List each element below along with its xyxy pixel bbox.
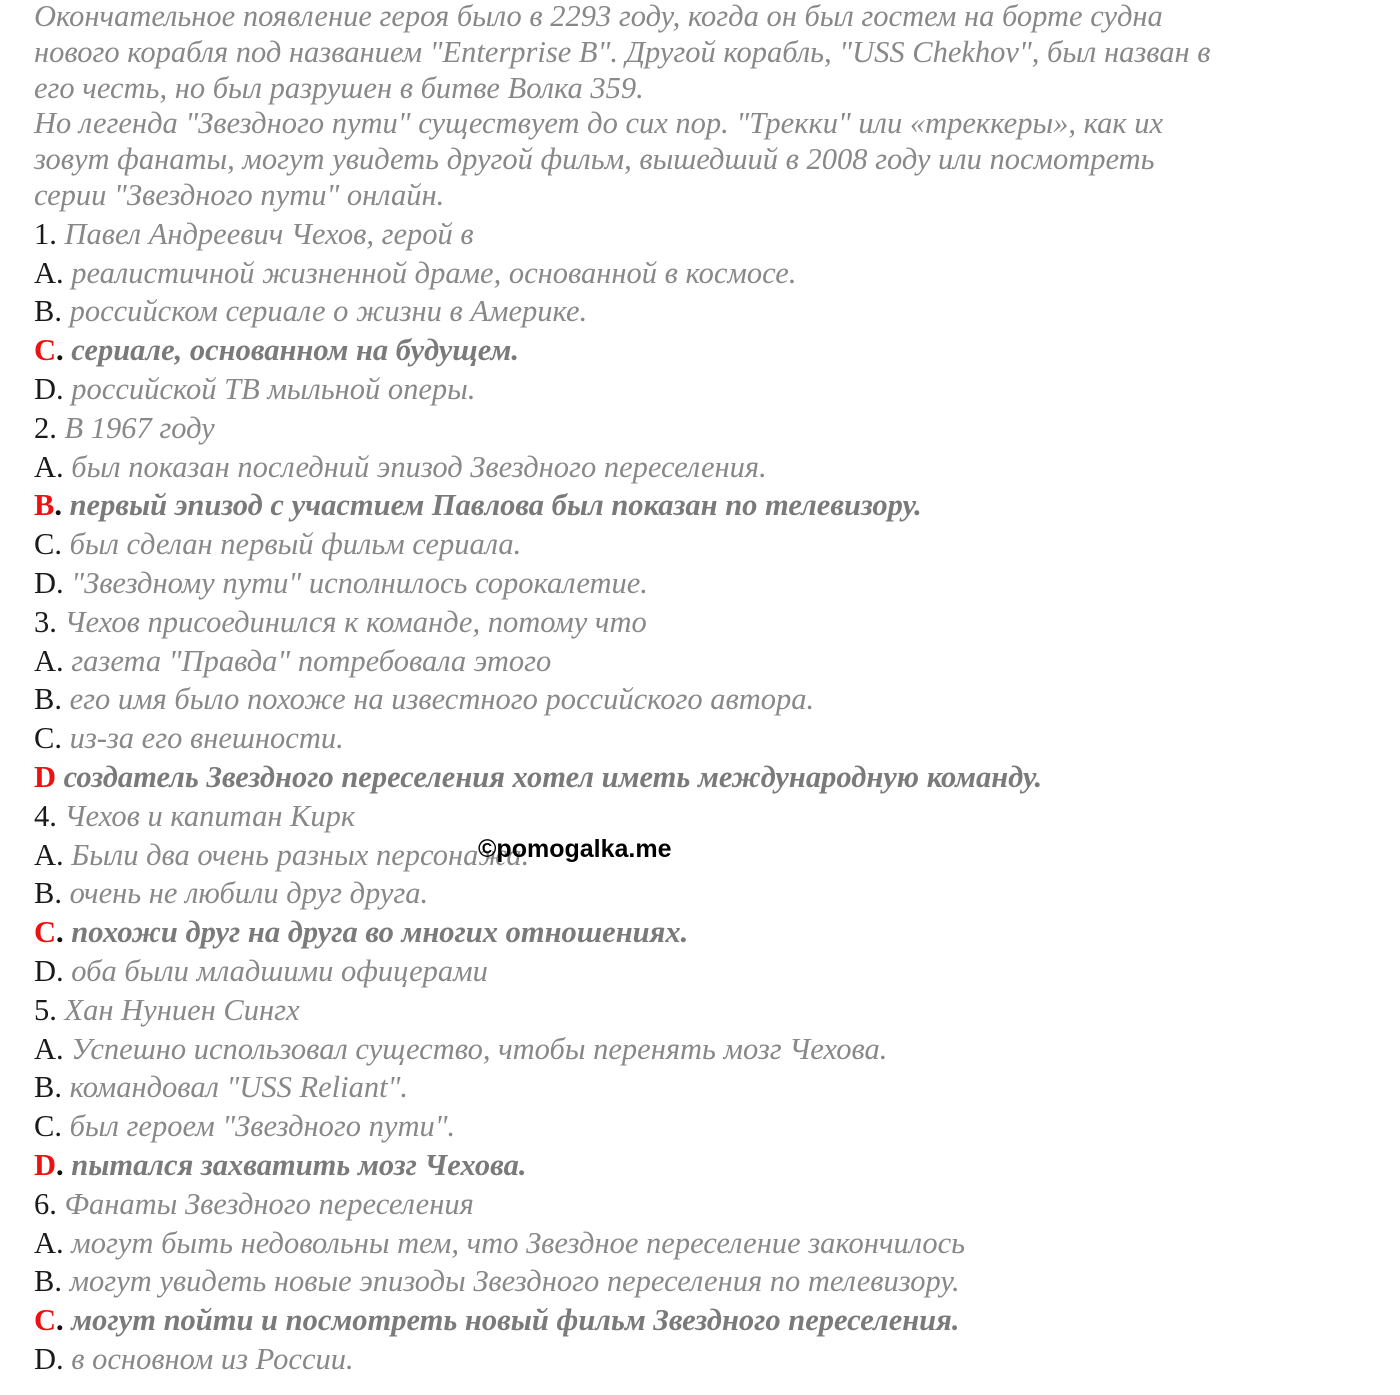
question-line — [34, 1185, 1384, 1224]
option-text: в основном из России. — [71, 1341, 354, 1376]
option-letter: A — [34, 1225, 57, 1260]
intro-paragraph — [34, 0, 1384, 215]
answer-option-correct — [34, 486, 1384, 525]
option-letter: C — [34, 333, 57, 368]
option-text: был показан последний эпизод Звездного переселения. — [71, 449, 767, 484]
option-separator: . — [56, 371, 64, 406]
option-separator: . — [56, 837, 64, 872]
answer-option — [34, 1224, 1384, 1263]
question-number: 6. — [34, 1186, 57, 1221]
option-separator: . — [56, 953, 64, 988]
option-letter: A — [34, 643, 57, 678]
option-letter: B — [34, 682, 55, 717]
intro-line: серии "Звездного пути" онлайн. — [34, 177, 445, 212]
question-number: 5. — [34, 992, 57, 1027]
answer-option — [34, 1262, 1384, 1301]
option-letter: A — [34, 837, 57, 872]
option-separator: . — [54, 1070, 62, 1105]
intro-line: Окончательное появление героя было в 2293 году, когда он был гостем на борте судна — [34, 0, 1163, 33]
option-text: "Звездному пути" исполнилось сорокалетие. — [71, 565, 648, 600]
option-letter: C — [34, 1303, 57, 1338]
answer-option — [34, 952, 1384, 991]
option-text: могут быть недовольны тем, что Звездное переселение закончилось — [71, 1225, 966, 1260]
option-letter: A — [34, 255, 57, 290]
option-text: создатель Звездного переселения хотел иметь международную команду. — [63, 759, 1043, 794]
option-text: российской ТВ мыльной оперы. — [71, 371, 476, 406]
option-separator: . — [54, 294, 62, 329]
question-text: Чехов и капитан Кирк — [64, 798, 356, 833]
option-letter: D — [34, 953, 57, 988]
option-text: был героем "Звездного пути". — [69, 1109, 456, 1144]
answer-option — [34, 836, 1384, 875]
option-separator: . — [56, 915, 64, 950]
answer-option — [34, 719, 1384, 758]
intro-line: Но легенда "Звездного пути" существует до сих пор. "Трекки" или «треккеры», как их — [34, 106, 1164, 141]
option-separator: . — [54, 1264, 62, 1299]
question-number: 2. — [34, 410, 57, 445]
option-letter: B — [34, 876, 55, 911]
option-text: могут увидеть новые эпизоды Звездного переселения по телевизору. — [69, 1264, 960, 1299]
option-text: из-за его внешности. — [69, 721, 344, 756]
option-letter: B — [34, 294, 55, 329]
intro-line: его честь, но был разрушен в битве Волка 359. — [34, 70, 644, 105]
question-line — [34, 991, 1384, 1030]
option-text: российском сериале о жизни в Америке. — [69, 294, 588, 329]
option-text: был сделан первый фильм сериала. — [69, 527, 522, 562]
option-separator: . — [56, 1147, 64, 1182]
option-letter: D — [34, 1341, 57, 1376]
option-text: пытался захватить мозг Чехова. — [71, 1147, 527, 1182]
option-letter: B — [34, 1070, 55, 1105]
answer-option — [34, 564, 1384, 603]
question-number: 1. — [34, 216, 57, 251]
option-letter: D — [34, 371, 57, 406]
option-separator: . — [54, 488, 62, 523]
option-text: оба были младшими офицерами — [71, 953, 488, 988]
answer-option — [34, 525, 1384, 564]
option-separator: . — [56, 643, 64, 678]
option-separator: . — [54, 1109, 62, 1144]
answer-option — [34, 370, 1384, 409]
question-text: Чехов присоединился к команде, потому что — [64, 604, 647, 639]
option-separator: . — [56, 1341, 64, 1376]
question-text: Хан Нуниен Сингх — [64, 992, 300, 1027]
option-letter: D — [34, 565, 57, 600]
option-separator: . — [54, 721, 62, 756]
option-text: похожи друг на друга во многих отношениях. — [71, 915, 689, 950]
option-letter: B — [34, 1264, 55, 1299]
question-line — [34, 603, 1384, 642]
answer-option — [34, 874, 1384, 913]
intro-line: зовут фанаты, могут увидеть другой фильм, вышедший в 2008 году или посмотреть — [34, 142, 1155, 177]
answer-option — [34, 680, 1384, 719]
question-text: Павел Андреевич Чехов, герой в — [64, 216, 474, 251]
answer-option-correct — [34, 758, 1384, 797]
question-number: 4. — [34, 798, 57, 833]
option-text: реалистичной жизненной драме, основанной в космосе. — [71, 255, 797, 290]
answer-option — [34, 1107, 1384, 1146]
answer-option — [34, 448, 1384, 487]
option-letter: D — [34, 1147, 57, 1182]
option-separator: . — [54, 527, 62, 562]
option-text: Были два очень разных персонажа. — [71, 837, 530, 872]
option-text: сериале, основанном на будущем. — [71, 333, 520, 368]
answer-option-correct — [34, 1301, 1384, 1340]
option-text: очень не любили друг друга. — [69, 876, 429, 911]
option-text: первый эпизод с участием Павлова был показан по телевизору. — [69, 488, 922, 523]
option-text: командовал "USS Reliant". — [69, 1070, 408, 1105]
option-letter: A — [34, 449, 57, 484]
option-separator: . — [56, 1031, 64, 1066]
intro-line: нового корабля под названием "Enterprise B". Другой корабль, "USS Chekhov", был назван в — [34, 34, 1211, 69]
option-separator: . — [56, 255, 64, 290]
answer-option — [34, 642, 1384, 681]
answer-option-correct — [34, 913, 1384, 952]
option-separator: . — [56, 565, 64, 600]
option-letter: C — [34, 1109, 55, 1144]
option-separator: . — [56, 449, 64, 484]
option-separator: . — [54, 876, 62, 911]
watermark: ©pomogalka.me — [478, 835, 672, 863]
question-list — [34, 215, 1384, 1379]
question-line — [34, 409, 1384, 448]
answer-option — [34, 1068, 1384, 1107]
option-letter: A — [34, 1031, 57, 1066]
question-line — [34, 215, 1384, 254]
option-separator: . — [54, 682, 62, 717]
question-text: В 1967 году — [64, 410, 215, 445]
question-text: Фанаты Звездного переселения — [64, 1186, 474, 1221]
option-separator: . — [56, 333, 64, 368]
option-letter: C — [34, 721, 55, 756]
option-letter: D — [34, 759, 57, 794]
option-letter: C — [34, 527, 55, 562]
option-letter: B — [34, 488, 55, 523]
option-separator: . — [56, 1303, 64, 1338]
option-text: газета "Правда" потребовала этого — [71, 643, 552, 678]
option-text: Успешно использовал существо, чтобы перенять мозг Чехова. — [71, 1031, 888, 1066]
option-separator: . — [56, 1225, 64, 1260]
question-line — [34, 797, 1384, 836]
document-page — [34, 0, 1384, 1379]
option-text: могут пойти и посмотреть новый фильм Звездного переселения. — [71, 1303, 960, 1338]
answer-option — [34, 1030, 1384, 1069]
answer-option — [34, 292, 1384, 331]
option-text: его имя было похоже на известного российского автора. — [69, 682, 815, 717]
answer-option-correct — [34, 1146, 1384, 1185]
option-letter: C — [34, 915, 57, 950]
answer-option-correct — [34, 331, 1384, 370]
question-number: 3. — [34, 604, 57, 639]
answer-option — [34, 254, 1384, 293]
answer-option — [34, 1340, 1384, 1379]
